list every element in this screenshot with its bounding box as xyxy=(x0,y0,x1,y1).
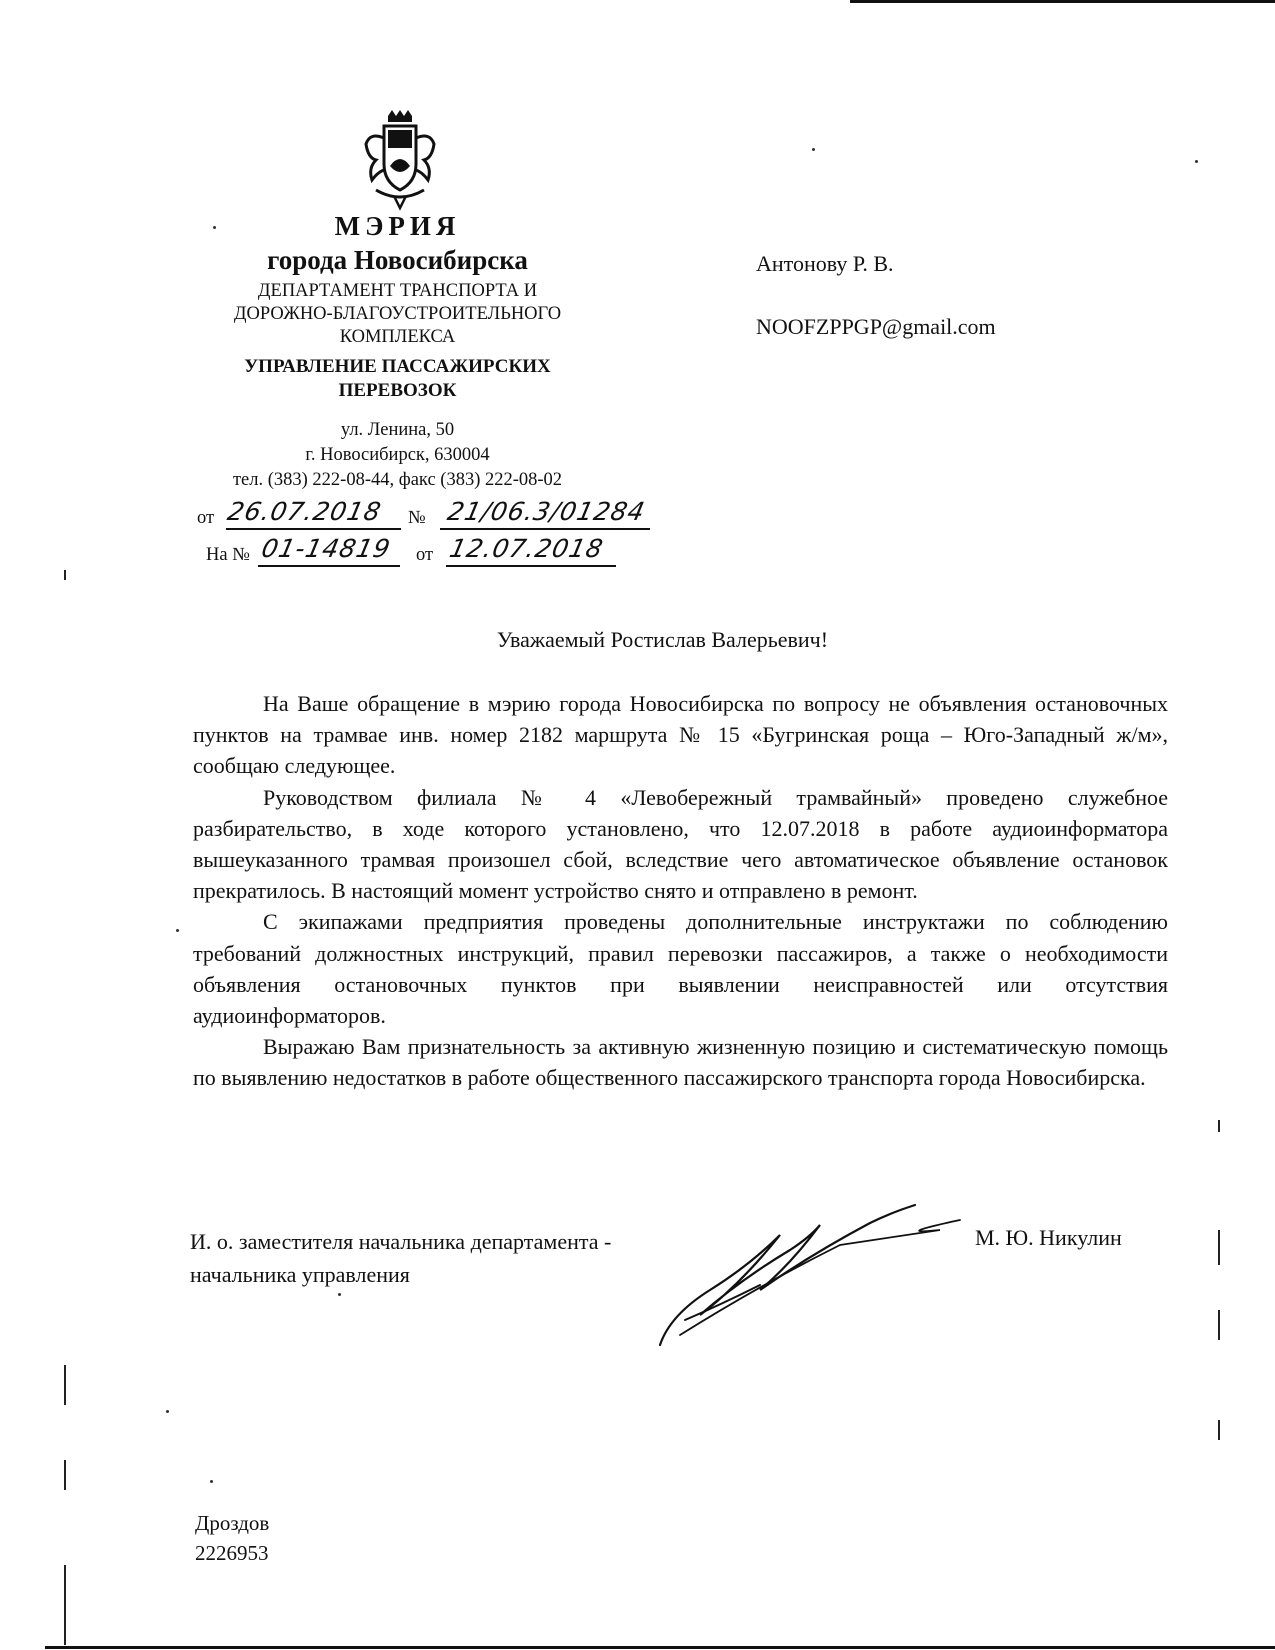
address-line: тел. (383) 222-08-44, факс (383) 222-08-02 xyxy=(232,470,563,490)
reply-to-number: 01-14819 xyxy=(258,534,394,563)
executor-phone: 2226953 xyxy=(195,1541,269,1565)
scan-edge-right xyxy=(1218,1120,1220,1132)
scan-speck xyxy=(166,1410,169,1413)
body-paragraph: Руководством филиала № 4 «Левобережный трамвайный» проведено служебное разбирательство, в ходе которого установлено, что 12.07.2018 в работе аудиоинформатора вышеуказанного трамвая произошел сбой, вследствие чего автоматическое объявление остановок прекратилось. В настоящий момент устройство снято и отправлено в ремонт. xyxy=(193,784,1168,904)
org-address xyxy=(170,418,625,493)
scan-speck xyxy=(210,1480,213,1483)
reply-date-underline xyxy=(446,565,616,567)
scan-speck xyxy=(1195,160,1198,163)
body-paragraph: На Ваше обращение в мэрию города Новосибирска по вопросу не объявления остановочных пунктов на трамвае инв. номер 2182 маршрута № 15 «Бугринская роща – Юго-Западный ж/м», сообщаю следующее. xyxy=(193,691,1168,779)
scan-edge-right xyxy=(1218,1230,1220,1265)
reply-from-label: от xyxy=(416,545,434,565)
org-title: МЭРИЯ xyxy=(334,211,461,241)
scan-edge-top xyxy=(850,0,1275,3)
scan-edge-left xyxy=(64,570,66,580)
handwritten-signature xyxy=(640,1195,980,1355)
from-label: от xyxy=(197,508,215,528)
position-line: И. о. заместителя начальника департамента - xyxy=(190,1229,612,1254)
division-line: ПЕРЕВОЗОК xyxy=(338,380,457,401)
letter-body xyxy=(193,688,1168,1094)
address-line: г. Новосибирск, 630004 xyxy=(305,445,490,465)
scan-edge-left xyxy=(64,1365,66,1405)
signatory-position xyxy=(190,1225,611,1291)
division-name xyxy=(170,355,625,403)
department-line: ДОРОЖНО-БЛАГОУСТРОИТЕЛЬНОГО xyxy=(233,304,562,324)
recipient-name: Антонову Р. В. xyxy=(756,251,894,276)
scan-edge-left xyxy=(64,1565,66,1645)
body-paragraph: Выражаю Вам признательность за активную жизненную позицию и систематическую помощь по выявлению недостатков в работе общественного пассажирского транспорта города Новосибирска. xyxy=(193,1034,1168,1091)
outgoing-date: 26.07.2018 xyxy=(224,497,385,526)
org-city: города Новосибирска xyxy=(267,245,528,275)
city-coat-of-arms-icon xyxy=(358,108,442,212)
outgoing-number: 21/06.3/01284 xyxy=(444,497,648,526)
department-line: КОМПЛЕКСА xyxy=(339,327,456,347)
scan-edge-left xyxy=(64,1460,66,1490)
position-line: начальника управления xyxy=(190,1262,410,1287)
executor-name: Дроздов xyxy=(195,1511,270,1535)
signatory-name: М. Ю. Никулин xyxy=(975,1225,1122,1250)
division-line: УПРАВЛЕНИЕ ПАССАЖИРСКИХ xyxy=(244,356,551,377)
recipient-email: NOOFZPPGP@gmail.com xyxy=(756,314,996,339)
body-paragraph: С экипажами предприятия проведены дополнительные инструктажи по соблюдению требований должностных инструкций, правил перевозки пассажиров, а также о необходимости объявления остановочных пунктов при выявлении неисправностей или отсутствия аудиоинформаторов. xyxy=(193,909,1168,1029)
scan-edge-right xyxy=(1218,1310,1220,1340)
reply-to-label: На № xyxy=(206,545,250,565)
date-underline xyxy=(226,528,401,530)
scan-speck xyxy=(812,148,815,151)
department-name xyxy=(170,280,625,349)
scan-edge-bottom xyxy=(45,1646,1275,1649)
reply-number-underline xyxy=(258,565,400,567)
address-line: ул. Ленина, 50 xyxy=(340,420,455,440)
scan-speck xyxy=(176,929,179,932)
number-label: № xyxy=(408,508,426,528)
scan-speck xyxy=(338,1293,341,1296)
scan-edge-right xyxy=(1218,1420,1220,1440)
number-underline xyxy=(440,528,650,530)
reply-to-date: 12.07.2018 xyxy=(446,534,607,563)
executor-info xyxy=(195,1508,269,1568)
salutation: Уважаемый Ростислав Валерьевич! xyxy=(496,627,829,652)
department-line: ДЕПАРТАМЕНТ ТРАНСПОРТА И xyxy=(257,281,538,301)
